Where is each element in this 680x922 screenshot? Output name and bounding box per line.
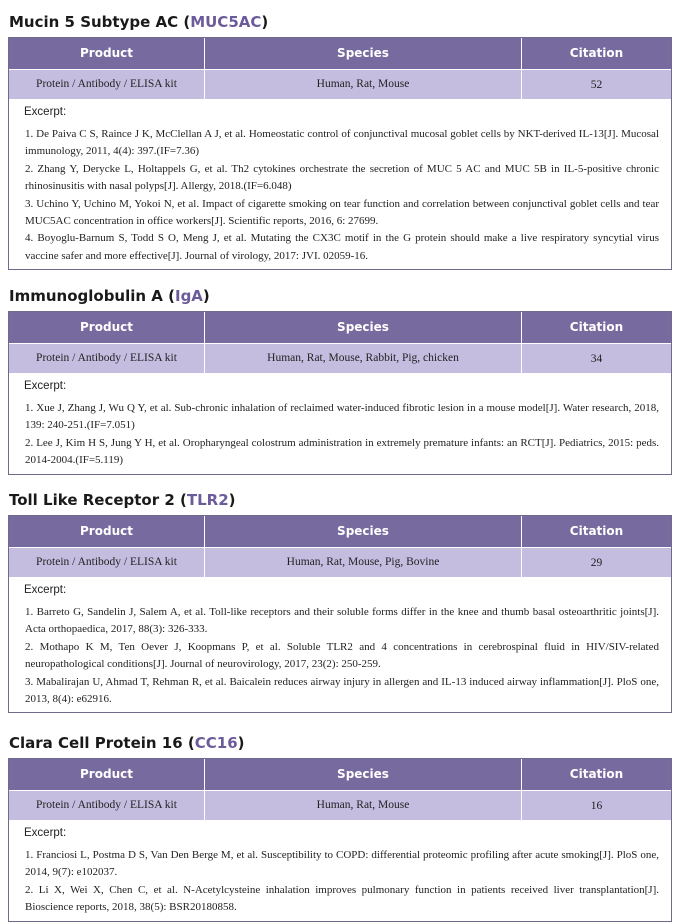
cell-product: Protein / Antibody / ELISA kit: [36, 78, 177, 90]
header-species: Species: [204, 312, 521, 343]
reference-item: 2. Mothapo K M, Ten Oever J, Koopmans P, et al. Soluble TLR2 and 4 concentrations in cerebrospinal fluid in HIV/SIV-related neuropathological conditions[J]. Journal of neurovirology, 2017, 23(2): 250-259.: [25, 640, 659, 671]
table-row: [9, 69, 671, 99]
product-table: [8, 758, 672, 922]
header-citation: Citation: [521, 312, 671, 343]
excerpt-label: Excerpt:: [24, 380, 67, 392]
cell-citation: 16: [521, 791, 671, 820]
excerpt-block: [9, 820, 671, 921]
table-header: [9, 516, 671, 547]
cell-species: Human, Rat, Mouse, Rabbit, Pig, chicken: [204, 344, 521, 373]
section-iga: [8, 285, 672, 475]
excerpt-label: Excerpt:: [24, 106, 67, 118]
table-row: [9, 343, 671, 373]
reference-item: 2. Lee J, Kim H S, Jung Y H, et al. Oropharyngeal colostrum administration in extremely premature infants: an RCT[J]. Pediatrics, 2015: peds. 2014-2004.(IF=5.119): [25, 436, 659, 467]
excerpt-label: Excerpt:: [24, 827, 67, 839]
section-title: [9, 732, 672, 754]
header-species: Species: [204, 38, 521, 69]
product-table: [8, 37, 672, 270]
table-header: [9, 38, 671, 69]
section-cc16: [8, 732, 672, 922]
title-abbr: MUC5AC: [190, 13, 262, 31]
title-suffix: ): [228, 491, 236, 509]
excerpt-label: Excerpt:: [24, 584, 67, 596]
header-product: Product: [80, 767, 133, 781]
excerpt-block: [9, 577, 671, 712]
title-suffix: ): [237, 734, 245, 752]
reference-item: 3. Mabalirajan U, Ahmad T, Rehman R, et al. Baicalein reduces airway injury in allergen and IL-13 induced airway inflammation[J]. PloS one, 2013, 8(4): e62916.: [25, 675, 659, 706]
header-product: Product: [80, 320, 133, 334]
table-row: [9, 547, 671, 577]
header-species: Species: [204, 759, 521, 790]
product-table: [8, 311, 672, 475]
cell-product: Protein / Antibody / ELISA kit: [36, 352, 177, 364]
section-title: [9, 285, 672, 307]
reference-item: 1. De Paiva C S, Raince J K, McClellan A J, et al. Homeostatic control of conjunctival mucosal goblet cells by NKT-derived IL-13[J]. Mucosal immunology, 2011, 4(4): 397.(IF=7.36): [25, 128, 659, 158]
reference-item: 2. Li X, Wei X, Chen C, et al. N-Acetylcysteine inhalation improves pulmonary function in patients received liver transplantation[J]. Bioscience reports, 2018, 38(5): BSR20180858.: [25, 883, 659, 914]
cell-species: Human, Rat, Mouse: [204, 70, 521, 99]
title-suffix: ): [261, 13, 269, 31]
excerpt-block: [9, 373, 671, 474]
header-product: Product: [80, 524, 133, 538]
cell-species: Human, Rat, Mouse, Pig, Bovine: [204, 548, 521, 577]
cell-product: Protein / Antibody / ELISA kit: [36, 799, 177, 811]
title-suffix: ): [202, 287, 210, 305]
title-prefix: Mucin 5 Subtype AC (: [9, 13, 191, 31]
product-table: [8, 515, 672, 713]
reference-item: 1. Franciosi L, Postma D S, Van Den Berge M, et al. Susceptibility to COPD: differential proteomic profiling after acute smoking[J]. PloS one, 2014, 9(7): e102037.: [25, 849, 659, 879]
cell-species: Human, Rat, Mouse: [204, 791, 521, 820]
header-citation: Citation: [521, 516, 671, 547]
table-header: [9, 759, 671, 790]
section-tlr2: [8, 489, 672, 713]
header-citation: Citation: [521, 38, 671, 69]
cell-citation: 29: [521, 548, 671, 577]
table-row: [9, 790, 671, 820]
header-product: Product: [80, 46, 133, 60]
reference-item: 1. Xue J, Zhang J, Wu Q Y, et al. Sub-chronic inhalation of reclaimed water-induced fibrotic lesion in a mouse model[J]. Water research, 2018, 139: 240-251.(IF=7.051): [25, 402, 659, 432]
title-prefix: Immunoglobulin A (: [9, 287, 175, 305]
title-abbr: IgA: [174, 287, 203, 305]
title-prefix: Clara Cell Protein 16 (: [9, 734, 195, 752]
title-abbr: TLR2: [186, 491, 229, 509]
table-header: [9, 312, 671, 343]
cell-product: Protein / Antibody / ELISA kit: [36, 556, 177, 568]
reference-item: 2. Zhang Y, Derycke L, Holtappels G, et al. Th2 cytokines orchestrate the secretion of MUC 5 AC and MUC 5B in IL-5-positive chronic rhinosinusitis with nasal polyps[J]. Allergy, 2018.(IF=6.048): [25, 162, 659, 193]
header-species: Species: [204, 516, 521, 547]
reference-item: 4. Boyoglu-Barnum S, Todd S O, Meng J, et al. Mutating the CX3C motif in the G protein should make a live respiratory syncytial virus vaccine safer and more effective[J]. Journal of virology, 2017: JVI. 02059-16.: [25, 232, 659, 262]
cell-citation: 52: [521, 70, 671, 99]
cell-citation: 34: [521, 344, 671, 373]
excerpt-block: [9, 99, 671, 269]
reference-item: 1. Barreto G, Sandelin J, Salem A, et al. Toll-like receptors and their soluble forms differ in the knee and thumb basal osteoarthritic joints[J]. Acta orthopaedica, 2017, 88(3): 326-333.: [25, 606, 659, 636]
section-title: [9, 489, 672, 511]
section-title: [9, 11, 672, 33]
section-muc5ac: [8, 11, 672, 270]
header-citation: Citation: [521, 759, 671, 790]
reference-item: 3. Uchino Y, Uchino M, Yokoi N, et al. Impact of cigarette smoking on tear function and correlation between conjunctival goblet cells and tear MUC5AC concentration in office workers[J]. Scientific reports, 2016, 6: 27699.: [25, 197, 659, 228]
title-abbr: CC16: [194, 734, 238, 752]
title-prefix: Toll Like Receptor 2 (: [9, 491, 187, 509]
